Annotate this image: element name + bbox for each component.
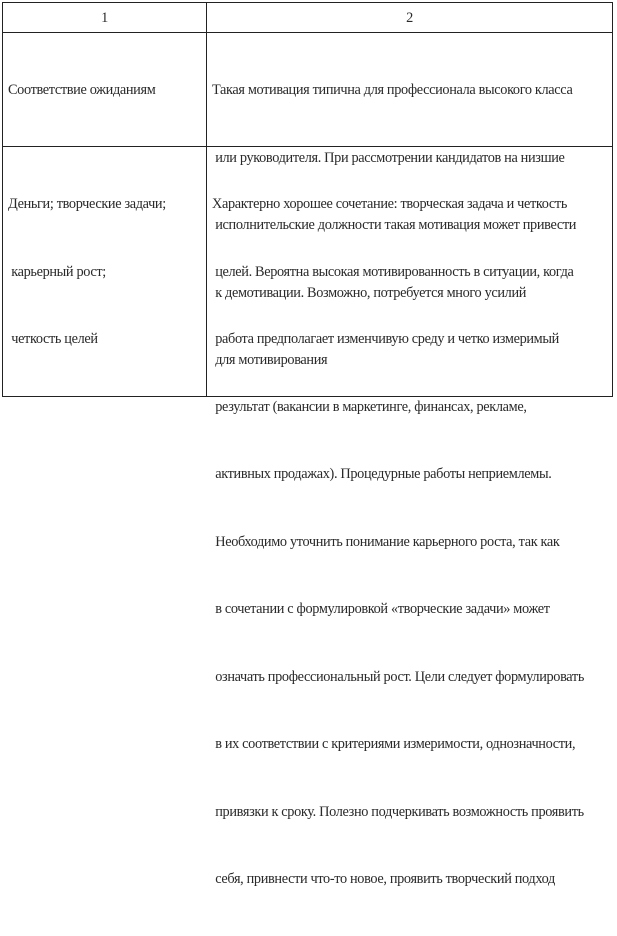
text-line: себя, привнести что-то новое, проявить творческий подход [212, 871, 555, 887]
text-line: исполнительские должности такая мотивация может привести [212, 217, 577, 233]
text-line: Соответствие ожиданиям [8, 82, 156, 98]
text-line: в их соответствии с критериями измеримости, однозначности, [212, 736, 576, 752]
header-divider [3, 32, 612, 33]
text-line: результат (вакансии в маркетинге, финансах, рекламе, [212, 398, 527, 415]
text-line: означать профессиональный рост. Цели следует формулировать [212, 668, 585, 685]
text-line: целей. Вероятна высокая мотивированность в ситуации, когда [212, 263, 574, 280]
row-2-criterion [8, 148, 166, 396]
text-line: к демотивации. Возможно, потребуется много усилий [212, 284, 527, 301]
text-line: работа предполагает изменчивую среду и четко измеримый [212, 331, 559, 347]
text-line: для мотивирования [212, 352, 328, 368]
column-header-1: 1 [101, 10, 108, 26]
row-2-description [212, 148, 584, 936]
text-line: Такая мотивация типична для профессионала высокого класса [212, 82, 573, 98]
text-line: Характерно хорошее сочетание: творческая задача и четкость [212, 196, 567, 212]
text-line: Деньги; творческие задачи; [8, 196, 166, 212]
column-divider [206, 3, 207, 396]
column-header-2: 2 [406, 10, 413, 26]
text-line: Необходимо уточнить понимание карьерного роста, так как [212, 533, 560, 550]
text-line: карьерный рост; [8, 263, 106, 280]
text-line: четкость целей [8, 331, 98, 347]
motivation-table [2, 2, 613, 887]
text-line: активных продажах). Процедурные работы неприемлемы. [212, 466, 552, 482]
text-line: или руководителя. При рассмотрении кандидатов на низшие [212, 149, 565, 166]
text-line: в сочетании с формулировкой «творческие задачи» может [212, 601, 550, 617]
row-1-criterion [8, 34, 155, 147]
text-line: привязки к сроку. Полезно подчеркивать возможность проявить [212, 803, 584, 820]
